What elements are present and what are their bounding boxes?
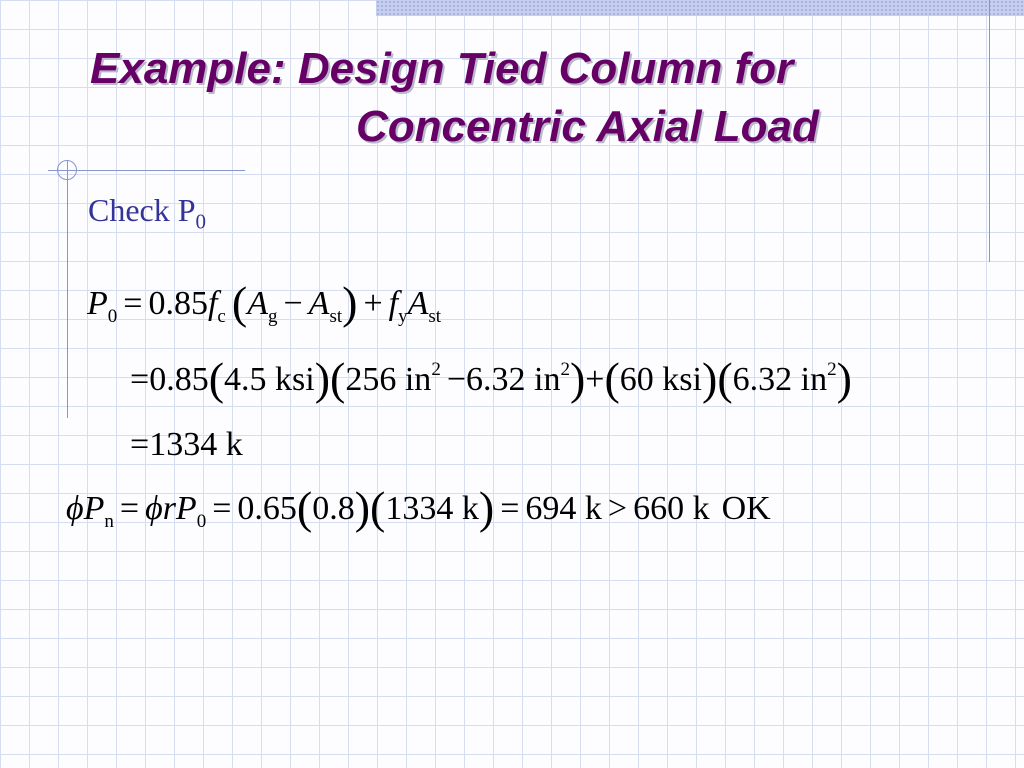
left-accent-line — [67, 160, 68, 418]
eq4-zero-subscript: 0 — [196, 511, 207, 532]
eq2-open-paren-2: ( — [330, 353, 346, 404]
eq4-phi2-symbol: ϕ — [145, 490, 163, 527]
slide-subtitle — [88, 192, 206, 234]
eq3-equals: = — [130, 426, 150, 463]
circle-ornament-icon — [57, 160, 77, 180]
eq1-a-symbol: A — [247, 285, 268, 322]
eq4-equals-2: = — [212, 490, 232, 527]
eq4-equals-3: = — [500, 490, 520, 527]
eq4-open-paren-2: ( — [370, 482, 386, 533]
eq3-result-value: 1334 k — [149, 426, 243, 463]
eq2-open-paren-4: ( — [717, 353, 733, 404]
eq2-open-paren: ( — [208, 353, 225, 404]
eq1-a2-symbol: A — [308, 285, 330, 322]
eq1-f-symbol: f — [207, 285, 218, 322]
eq1-c-subscript: c — [217, 306, 226, 327]
eq4-n-subscript: n — [104, 511, 114, 532]
eq2-ast-exponent: 2 — [560, 359, 570, 380]
eq4-p0-value: 1334 k — [385, 490, 479, 527]
eq2-ast-value: 6.32 in — [466, 361, 561, 398]
eq1-open-paren: ( — [231, 277, 248, 328]
eq2-close-paren-4: ) — [836, 353, 852, 404]
eq2-plus: + — [585, 361, 605, 398]
eq1-a3-symbol: A — [407, 285, 429, 322]
eq1-p-subscript: 0 — [107, 306, 118, 327]
equation-p0-result — [130, 425, 243, 465]
eq1-st2-subscript: st — [428, 306, 442, 327]
eq4-p0-symbol: P — [175, 490, 197, 527]
eq2-minus: − — [446, 361, 466, 398]
eq2-ast2-value: 6.32 in — [732, 361, 828, 398]
slide-title — [0, 40, 1024, 156]
eq4-r-symbol: r — [162, 490, 176, 527]
subtitle-text: Check P — [88, 192, 196, 228]
eq2-fc-value: 4.5 ksi — [224, 361, 315, 398]
eq2-close-paren-2: ) — [569, 353, 586, 404]
eq2-open-paren-3: ( — [604, 353, 620, 404]
equation-phi-pn-check — [66, 482, 771, 533]
top-decorative-band — [376, 0, 1024, 16]
horizontal-accent-line — [48, 170, 245, 171]
slide-title-line2: Concentric Axial Load — [356, 102, 819, 151]
eq4-required-value: 660 k — [633, 490, 710, 527]
eq1-f2-symbol: f — [388, 285, 399, 322]
eq1-y-subscript: y — [398, 306, 408, 327]
eq4-ok-label: OK — [721, 490, 771, 527]
eq4-close-paren-2: ) — [478, 482, 495, 533]
eq2-coefficient: 0.85 — [149, 361, 209, 398]
eq1-g-subscript: g — [267, 306, 278, 327]
eq2-ag-exponent: 2 — [431, 359, 441, 380]
eq1-close-paren: ) — [342, 277, 358, 328]
eq4-equals: = — [119, 490, 140, 527]
eq4-phi-value: 0.65 — [237, 490, 297, 527]
eq1-coefficient: 0.85 — [148, 285, 208, 322]
eq1-p-symbol: P — [87, 285, 108, 322]
subtitle-subscript: 0 — [195, 209, 207, 234]
eq1-minus: − — [283, 285, 303, 322]
equation-p0-definition — [87, 277, 442, 328]
eq2-close-paren-3: ) — [701, 353, 718, 404]
eq1-plus: + — [363, 285, 383, 322]
equation-p0-substitution — [130, 353, 852, 404]
eq2-ag-value: 256 in — [345, 361, 432, 398]
eq4-result-value: 694 k — [525, 490, 602, 527]
eq2-ast2-exponent: 2 — [827, 359, 837, 380]
eq4-greater-than: > — [607, 490, 628, 527]
eq4-r-value: 0.8 — [312, 490, 355, 527]
eq2-equals: = — [130, 361, 150, 398]
eq2-close-paren: ) — [314, 353, 331, 404]
slide-title-line1: Example: Design Tied Column for — [90, 44, 794, 93]
eq4-open-paren: ( — [296, 482, 313, 533]
eq4-p-symbol: P — [83, 490, 105, 527]
eq1-st-subscript: st — [329, 306, 343, 327]
eq2-fy-value: 60 ksi — [619, 361, 702, 398]
eq4-close-paren: ) — [354, 482, 371, 533]
eq4-phi-symbol: ϕ — [66, 490, 84, 527]
eq1-equals: = — [123, 285, 143, 322]
